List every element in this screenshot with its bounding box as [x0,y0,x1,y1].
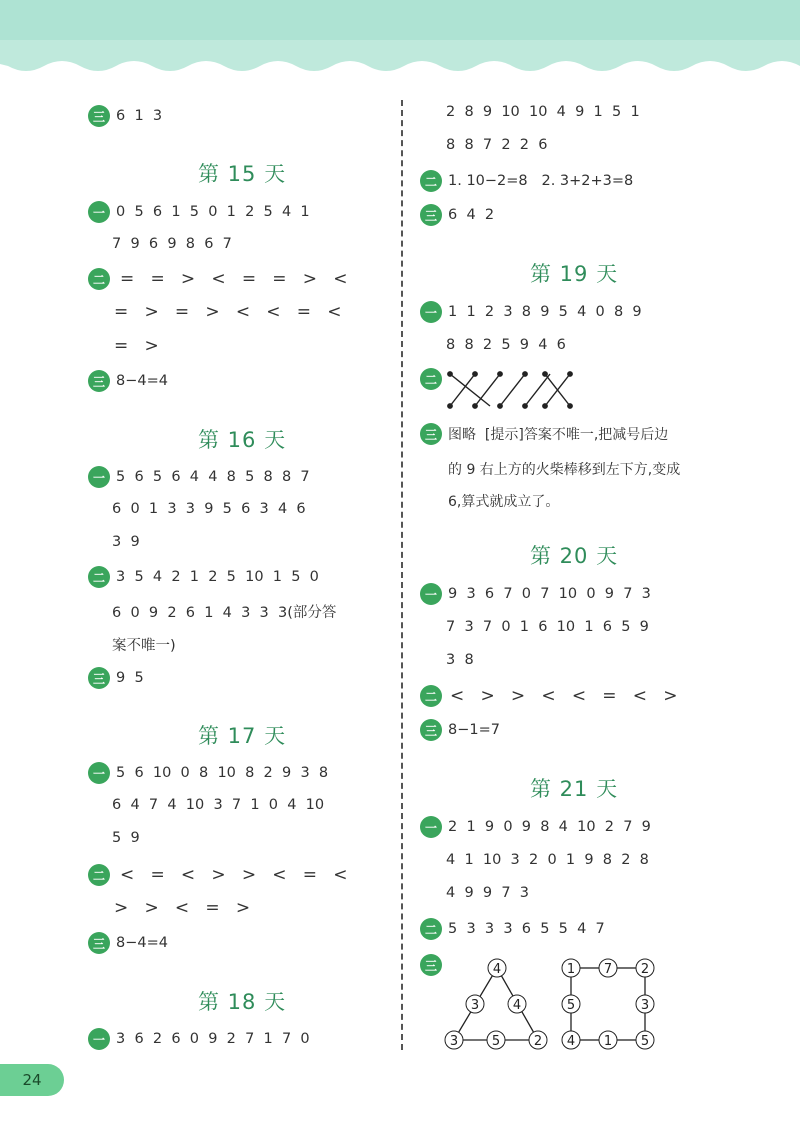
svg-text:4: 4 [566,1034,576,1049]
answer-text: 6 4 2 [448,207,495,223]
svg-text:4: 4 [512,998,522,1013]
answer-text: 6 4 7 4 10 3 7 1 0 4 10 [112,797,325,813]
answer-text: 6 0 9 2 6 1 4 3 3 3(部分答 [112,605,337,621]
list-item [82,266,347,292]
matching-lines-diagram [440,366,580,414]
answer-text: 8−4=4 [116,373,168,389]
svg-text:3: 3 [470,998,480,1013]
answer-text: 图略 [提示]答案不唯一,把减号后边 [448,427,669,443]
question-badge: 三 [88,370,110,392]
question-badge: 二 [420,685,442,707]
question-badge: 二 [420,918,442,940]
question-badge: 二 [420,170,442,192]
answer-text: 5 6 10 0 8 10 8 2 9 3 8 [116,765,329,781]
list-item [414,814,651,840]
triangle-node [488,959,506,977]
svg-text:5: 5 [491,1034,501,1049]
answer-text: 的 9 右上方的火柴棒移到左下方,变成 [448,462,681,478]
svg-text:2: 2 [640,962,650,977]
list-item [414,366,442,392]
answer-text: = > = > < < = < [114,302,342,322]
answer-text: 1 1 2 3 8 9 5 4 0 8 9 [448,304,642,320]
question-badge: 三 [420,204,442,226]
list-item [82,862,347,888]
svg-text:3: 3 [449,1034,459,1049]
svg-text:1: 1 [603,1034,613,1049]
list-item [82,930,168,956]
question-badge: 一 [420,583,442,605]
list-item [414,717,500,743]
answer-text: 5 6 5 6 4 4 8 5 8 8 7 [116,469,310,485]
list-item [82,760,328,786]
question-badge: 二 [420,368,442,390]
question-badge: 三 [420,423,442,445]
square-node [562,995,580,1013]
day-heading: 第 15 天 [198,162,287,186]
answer-text: = > [114,336,159,356]
answer-text: < = < > > < = < [120,865,348,885]
answer-text: 案不唯一) [112,638,176,654]
question-badge: 一 [88,201,110,223]
answer-text: 1. 10−2=8 2. 3+2+3=8 [448,173,634,189]
list-item [82,464,310,490]
list-item [82,665,144,691]
square-node [562,959,580,977]
question-badge: 三 [88,667,110,689]
question-badge: 三 [420,719,442,741]
list-item [82,199,310,225]
number-puzzle-diagram [440,954,670,1054]
square-node [599,959,617,977]
list-item [414,581,651,607]
triangle-node [487,1031,505,1049]
answer-text: 5 3 3 3 6 5 5 4 7 [448,921,605,937]
answer-text: 3 8 [446,652,474,668]
triangle-node [508,995,526,1013]
answer-text: 3 5 4 2 1 2 5 10 1 5 0 [116,569,319,585]
question-badge: 三 [88,932,110,954]
header-banner [0,0,800,80]
list-item [82,564,319,590]
question-badge: 二 [88,864,110,886]
question-badge: 一 [88,1028,110,1050]
list-item [82,1026,310,1052]
triangle-node [529,1031,547,1049]
list-item [82,103,162,129]
column-divider [401,100,403,1050]
answer-text: 6 0 1 3 3 9 5 6 3 4 6 [112,501,306,517]
answer-text: 3 9 [112,534,140,550]
triangle-node [445,1031,463,1049]
question-badge: 一 [88,762,110,784]
question-badge: 二 [88,566,110,588]
answer-text: 8−4=4 [116,935,168,951]
answer-text: 3 6 2 6 0 9 2 7 1 7 0 [116,1031,310,1047]
question-badge: 二 [88,268,110,290]
question-badge: 一 [420,816,442,838]
answer-text: 7 3 7 0 1 6 10 1 6 5 9 [446,619,649,635]
answer-text: 9 5 [116,670,144,686]
list-item [414,168,633,194]
svg-text:1: 1 [566,962,576,977]
question-badge: 三 [420,954,442,976]
list-item [414,202,494,228]
square-node [636,959,654,977]
answer-text: 8 8 7 2 2 6 [446,137,548,153]
answer-text: 2 1 9 0 9 8 4 10 2 7 9 [448,819,651,835]
square-node [636,1031,654,1049]
list-item [414,683,677,709]
day-heading: 第 20 天 [530,544,619,568]
list-item [82,368,168,394]
day-heading: 第 16 天 [198,428,287,452]
answer-text: 7 9 6 9 8 6 7 [112,236,232,252]
page-number: 24 [0,1064,64,1096]
answer-text: 6 1 3 [116,108,163,124]
triangle-node [466,995,484,1013]
question-badge: 一 [88,466,110,488]
answer-text: = = > < = = > < [120,269,348,289]
square-node [599,1031,617,1049]
svg-text:4: 4 [492,962,502,977]
answer-text: 5 9 [112,830,140,846]
day-heading: 第 17 天 [198,724,287,748]
answer-text: 2 8 9 10 10 4 9 1 5 1 [446,104,640,120]
list-item [414,952,442,978]
day-heading: 第 18 天 [198,990,287,1014]
question-badge: 三 [88,105,110,127]
list-item [414,421,668,447]
square-node [562,1031,580,1049]
answer-text: > > < = > [114,898,251,918]
svg-text:3: 3 [640,998,650,1013]
question-badge: 一 [420,301,442,323]
answer-text: 6,算式就成立了。 [448,494,560,510]
list-item [414,916,605,942]
svg-text:5: 5 [566,998,576,1013]
answer-text: 8−1=7 [448,722,500,738]
square-node [636,995,654,1013]
answer-text: 0 5 6 1 5 0 1 2 5 4 1 [116,204,310,220]
day-heading: 第 21 天 [530,777,619,801]
svg-text:5: 5 [640,1034,650,1049]
day-heading: 第 19 天 [530,262,619,286]
answer-text: 8 8 2 5 9 4 6 [446,337,566,353]
answer-text: 4 9 9 7 3 [446,885,529,901]
svg-text:7: 7 [603,962,613,977]
svg-text:2: 2 [533,1034,543,1049]
list-item [414,299,642,325]
answer-text: < > > < < = < > [450,686,678,706]
answer-text: 4 1 10 3 2 0 1 9 8 2 8 [446,852,649,868]
answer-text: 9 3 6 7 0 7 10 0 9 7 3 [448,586,651,602]
